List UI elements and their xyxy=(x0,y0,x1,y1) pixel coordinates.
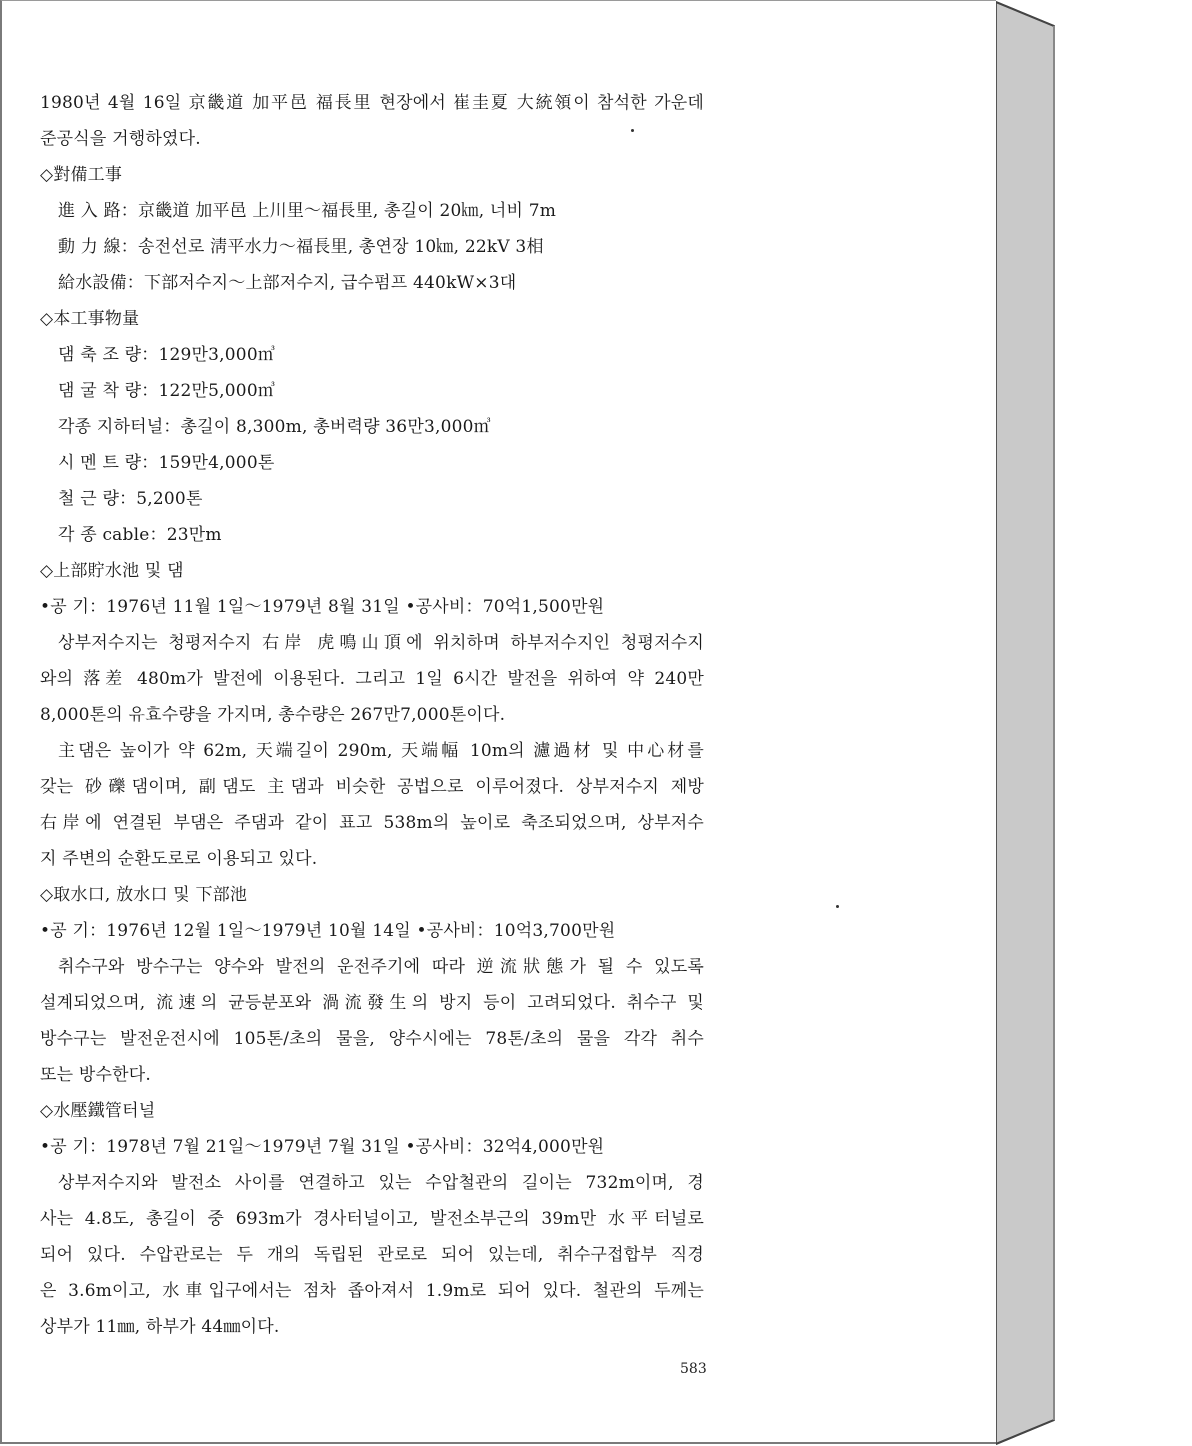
section-heading: ◇上部貯水池 및 댐 xyxy=(40,561,184,581)
text-line: 준공식을 거행하였다. xyxy=(40,129,201,149)
page-number: 583 xyxy=(680,1361,707,1377)
text-line: 給水設備：下部저수지～上部저수지, 급수펌프 440kW×3대 xyxy=(58,273,517,293)
text-line: 은 3.6m이고, 水車입구에서는 점차 좁아져서 1.9m로 되어 있다. 철관의 두께는 xyxy=(40,1281,704,1301)
text-line: 철 근 량：5,200톤 xyxy=(58,489,203,509)
text-line: 갖는 砂礫댐이며, 副댐도 主댐과 비슷한 공법으로 이루어졌다. 상부저수지 제방 xyxy=(40,777,704,797)
text-line: 상부저수지와 발전소 사이를 연결하고 있는 수압철관의 길이는 732m이며, 경 xyxy=(58,1173,704,1193)
text-line: •공 기：1976년 12월 1일～1979년 10월 14일 •공사비：10억3,700만원 xyxy=(40,921,616,941)
text-line: 主댐은 높이가 약 62m, 天端길이 290m, 天端幅 10m의 濾過材 및 中心材를 xyxy=(58,741,704,761)
text-line: 상부저수지는 청평저수지 右岸 虎鳴山頂에 위치하며 하부저수지인 청평저수지 xyxy=(58,633,704,653)
text-line: •공 기：1978년 7월 21일～1979년 7월 31일 •공사비：32억4,000만원 xyxy=(40,1137,605,1157)
section-heading: ◇取水口, 放水口 및 下部池 xyxy=(40,885,248,905)
section-heading: ◇水壓鐵管터널 xyxy=(40,1101,156,1121)
text-line: 댐 굴 착 량：122만5,000㎥ xyxy=(58,381,276,401)
text-line: 상부가 11㎜, 하부가 44㎜이다. xyxy=(40,1317,280,1337)
text-line: 사는 4.8도, 총길이 중 693m가 경사터널이고, 발전소부근의 39m만 水平터널로 xyxy=(40,1209,704,1229)
text-line: 댐 축 조 량：129만3,000㎥ xyxy=(58,345,276,365)
text-line: 취수구와 방수구는 양수와 발전의 운전주기에 따라 逆流狀態가 될 수 있도록 xyxy=(58,957,704,977)
text-line: 8,000톤의 유효수량을 가지며, 총수량은 267만7,000톤이다. xyxy=(40,705,506,725)
text-line: 각종 지하터널：총길이 8,300m, 총버력량 36만3,000㎥ xyxy=(58,417,491,437)
text-line: 와의 落差 480m가 발전에 이용된다. 그리고 1일 6시간 발전을 위하여 약 240만 xyxy=(40,669,704,689)
book-edge-icon xyxy=(996,0,1058,1446)
text-line: 動 力 線：송전선로 淸平水力～福長里, 총연장 10㎞, 22kV 3相 xyxy=(58,237,544,257)
text-line: 설계되었으며, 流速의 균등분포와 渦流發生의 방지 등이 고려되었다. 취수구 및 xyxy=(40,993,704,1013)
text-line: 지 주변의 순환도로로 이용되고 있다. xyxy=(40,849,318,869)
text-line: 방수구는 발전운전시에 105톤/초의 물을, 양수시에는 78톤/초의 물을 각각 취수 xyxy=(40,1029,704,1049)
scan-speck xyxy=(836,905,839,908)
text-line: 시 멘 트 량：159만4,000톤 xyxy=(58,453,275,473)
section-heading: ◇對備工事 xyxy=(40,165,123,185)
text-line: 右岸에 연결된 부댐은 주댐과 같이 표고 538m의 높이로 축조되었으며, 상부저수 xyxy=(40,813,704,833)
body-text xyxy=(40,85,704,1345)
text-line: 또는 방수한다. xyxy=(40,1065,151,1085)
text-line: 되어 있다. 수압관로는 두 개의 독립된 관로로 되어 있는데, 취수구접합부 직경 xyxy=(40,1245,704,1265)
scan-speck xyxy=(631,129,634,132)
section-heading: ◇本工事物量 xyxy=(40,309,140,329)
text-line: 進 入 路：京畿道 加平邑 上川里～福長里, 총길이 20㎞, 너비 7m xyxy=(58,201,557,221)
text-line: •공 기：1976년 11월 1일～1979년 8월 31일 •공사비：70억1,500만원 xyxy=(40,597,605,617)
text-line: 1980년 4월 16일 京畿道 加平邑 福長里 현장에서 崔圭夏 大統領이 참석한 가운데 xyxy=(40,93,704,113)
text-line: 각 종 cable：23만m xyxy=(58,525,222,545)
